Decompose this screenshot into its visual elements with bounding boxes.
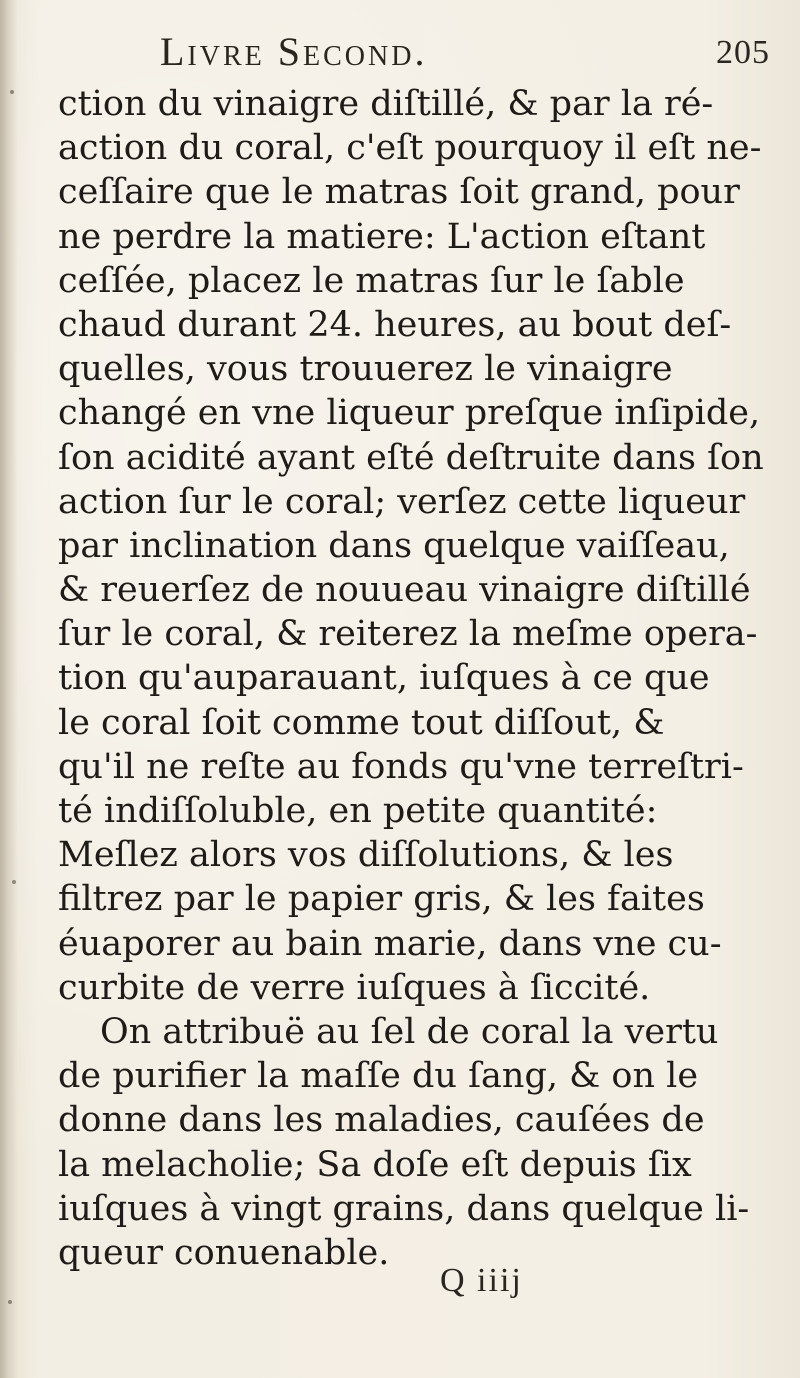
text-line: éuaporer au bain marie, dans vne cu- bbox=[58, 923, 722, 964]
text-line: queur conuenable. bbox=[58, 1232, 390, 1273]
text-line: té indiſſoluble, en petite quantité: bbox=[58, 791, 658, 831]
text-line: & reuerſez de nouueau vinaigre diſtillé bbox=[58, 570, 751, 611]
ink-speck bbox=[8, 1300, 12, 1304]
text-line: ceſſée, placez le matras ſur le ſable bbox=[58, 260, 685, 301]
text-line: chaud durant 24. heures, au bout deſ- bbox=[58, 304, 732, 345]
text-line: ſur le coral, & reiterez la meſme opera- bbox=[58, 614, 758, 655]
text-line: ne perdre la matiere: L'action eſtant bbox=[58, 216, 706, 257]
text-line: Meſlez alors vos diſſolutions, & les bbox=[58, 835, 674, 876]
signature-mark: Q iiij bbox=[440, 1262, 523, 1299]
running-head bbox=[160, 28, 770, 78]
text-line: donne dans les maladies, cauſées de bbox=[58, 1100, 705, 1141]
ink-speck bbox=[10, 90, 14, 94]
text-line: action du coral, c'eſt pourquoy il eſt ne- bbox=[58, 128, 762, 169]
body-text bbox=[58, 82, 788, 1275]
text-line: iuſques à vingt grains, dans quelque li- bbox=[58, 1188, 750, 1229]
text-line: tion qu'auparauant, iuſques à ce que bbox=[58, 658, 710, 699]
page-gutter bbox=[0, 0, 18, 1378]
text-line: changé en vne liqueur preſque inſipide, bbox=[58, 393, 761, 434]
text-line: action ſur le coral; verſez cette liqueur bbox=[58, 481, 746, 522]
text-line: par inclination dans quelque vaiſſeau, bbox=[58, 525, 730, 566]
text-line: curbite de verre iuſques à ſiccité. bbox=[58, 967, 651, 1008]
text-line: ction du vinaigre diſtillé, & par la ré- bbox=[58, 84, 714, 124]
running-head-title: Livre Second. bbox=[160, 29, 428, 74]
page-number: 205 bbox=[716, 34, 770, 71]
text-line: quelles, vous trouuerez le vinaigre bbox=[58, 349, 673, 390]
ink-speck bbox=[12, 880, 16, 884]
text-line: ſon acidité ayant eſté deſtruite dans ſon bbox=[58, 437, 764, 478]
text-line: la melacholie; Sa doſe eſt depuis ſix bbox=[58, 1144, 692, 1185]
text-line: qu'il ne reſte au fonds qu'vne terreſtri- bbox=[58, 746, 744, 787]
paragraph-start-line: On attribuë au ſel de coral la vertu bbox=[100, 1011, 719, 1052]
text-line: ceſſaire que le matras ſoit grand, pour bbox=[58, 172, 740, 213]
text-line: filtrez par le papier gris, & les faites bbox=[58, 879, 705, 920]
text-line: le coral ſoit comme tout diſſout, & bbox=[58, 702, 665, 743]
text-line: de purifier la maſſe du ſang, & on le bbox=[58, 1056, 699, 1097]
